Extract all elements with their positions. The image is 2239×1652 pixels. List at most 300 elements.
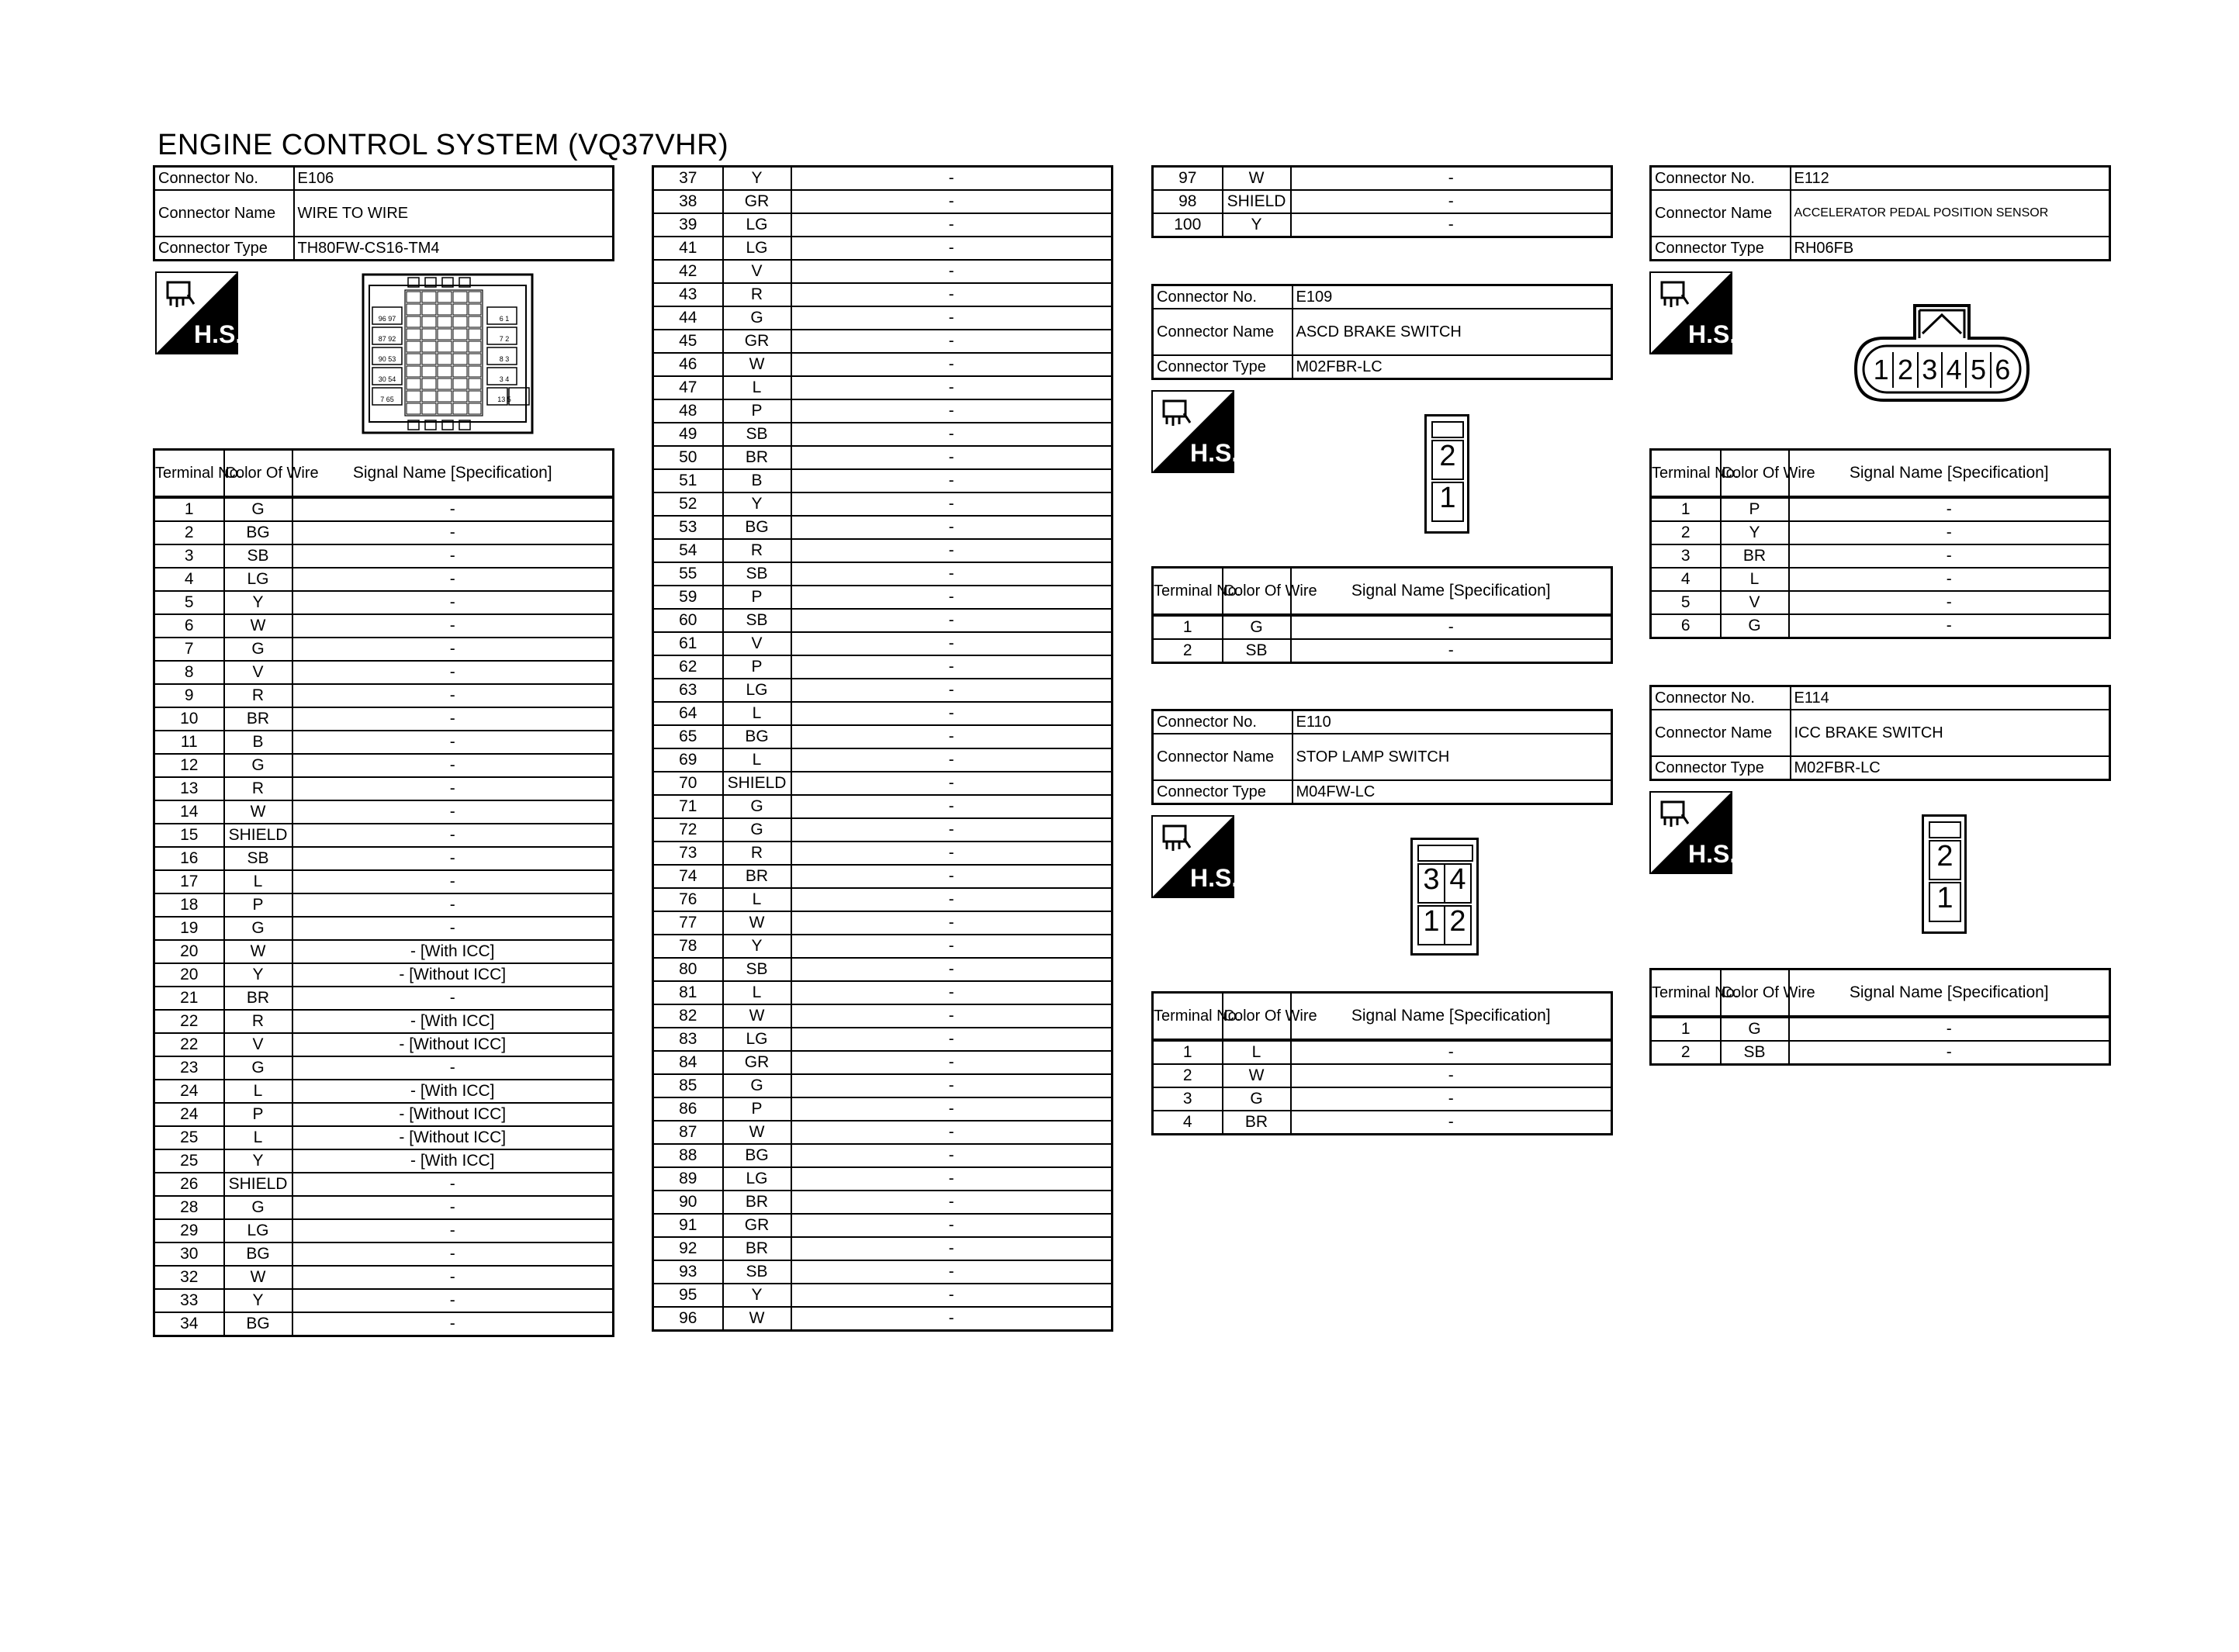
table-row [653, 167, 1113, 191]
signal-name-cell: - [791, 865, 1113, 888]
connector-face-e106 [362, 273, 534, 434]
wire-color-cell: BG [224, 521, 292, 544]
wire-color-cell: BG [224, 1242, 292, 1266]
connector-no-label: Connector No. [1651, 167, 1791, 191]
table-row [154, 614, 614, 638]
table-row [154, 1196, 614, 1219]
connector-name-label: Connector Name [154, 190, 294, 237]
wire-color-cell: Y [723, 167, 791, 191]
signal-name-cell: - [791, 679, 1113, 702]
wire-color-cell: Y [224, 963, 292, 987]
table-row [653, 399, 1113, 423]
signal-name-cell: - [292, 1242, 614, 1266]
terminal-no-cell: 2 [1651, 1041, 1721, 1065]
harness-side-icon [1151, 815, 1239, 898]
connector-face-e110 [1410, 838, 1479, 956]
connector-name-value: WIRE TO WIRE [294, 190, 614, 237]
table-row [653, 190, 1113, 213]
terminal-no-cell: 71 [653, 795, 723, 818]
table-row [1651, 521, 2110, 544]
wire-color-cell: SHIELD [723, 772, 791, 795]
table-row [154, 568, 614, 591]
table-row [653, 632, 1113, 655]
signal-name-cell: - [791, 935, 1113, 958]
terminal-no-cell: 95 [653, 1284, 723, 1307]
terminal-no-cell: 97 [1153, 167, 1223, 191]
terminal-no-cell: 53 [653, 516, 723, 539]
table-row [154, 1033, 614, 1056]
table-row [154, 591, 614, 614]
terminal-no-cell: 24 [154, 1080, 224, 1103]
signal-name-cell: - [791, 1214, 1113, 1237]
table-row [653, 1097, 1113, 1121]
wire-color-cell: W [723, 1121, 791, 1144]
terminal-no-cell: 46 [653, 353, 723, 376]
table-row [653, 679, 1113, 702]
signal-name-cell: - [1291, 1111, 1612, 1135]
harness-side-icon [155, 271, 243, 354]
signal-name-cell: - [791, 469, 1113, 492]
signal-name-cell: - [791, 748, 1113, 772]
svg-text:H.S.: H.S. [1688, 320, 1737, 348]
connector-name-value: STOP LAMP SWITCH [1293, 734, 1612, 780]
signal-name-cell: - [791, 1121, 1113, 1144]
signal-name-cell: - [791, 446, 1113, 469]
table-row [653, 842, 1113, 865]
wire-color-cell: SHIELD [224, 1173, 292, 1196]
signal-name-cell: - [292, 544, 614, 568]
table-row [653, 1237, 1113, 1260]
terminal-no-cell: 80 [653, 958, 723, 981]
table-row [154, 1056, 614, 1080]
pin-4: 4 [1943, 352, 1967, 388]
wire-color-cell: W [723, 1307, 791, 1331]
wire-color-cell: Y [723, 492, 791, 516]
wire-color-cell: L [224, 870, 292, 893]
table-row [1153, 1040, 1612, 1064]
wire-color-cell: G [224, 638, 292, 661]
terminal-no-cell: 62 [653, 655, 723, 679]
color-of-wire-header: Color Of Wire [224, 450, 292, 498]
wire-color-cell: BG [723, 516, 791, 539]
signal-name-cell: - [791, 516, 1113, 539]
terminal-no-cell: 18 [154, 893, 224, 917]
wire-color-cell: BR [723, 865, 791, 888]
table-row [154, 1173, 614, 1196]
connector-no-value: E110 [1293, 710, 1612, 734]
signal-name-cell: - [With ICC] [292, 1080, 614, 1103]
wire-color-cell: SHIELD [1223, 190, 1291, 213]
table-row [154, 544, 614, 568]
signal-name-cell: - [1291, 615, 1612, 639]
terminal-no-cell: 39 [653, 213, 723, 237]
table-row [653, 260, 1113, 283]
signal-name-cell: - [791, 423, 1113, 446]
table-row [154, 661, 614, 684]
wire-color-cell: W [224, 940, 292, 963]
terminal-no-cell: 6 [1651, 614, 1721, 638]
table-row [154, 870, 614, 893]
connector-name-label: Connector Name [1153, 734, 1293, 780]
table-row [1153, 190, 1612, 213]
signal-name-cell: - [791, 492, 1113, 516]
terminal-no-cell: 78 [653, 935, 723, 958]
table-row [154, 847, 614, 870]
terminal-no-cell: 54 [653, 539, 723, 562]
wire-color-cell: LG [723, 1028, 791, 1051]
terminal-no-cell: 4 [1651, 568, 1721, 591]
terminal-table-e106-a [153, 448, 614, 1337]
signal-name-cell: - [Without ICC] [292, 1126, 614, 1149]
signal-name-cell: - [791, 1028, 1113, 1051]
wire-color-cell: G [224, 917, 292, 940]
signal-name-cell: - [791, 306, 1113, 330]
connector-name-value: ICC BRAKE SWITCH [1791, 710, 2110, 756]
terminal-no-cell: 1 [1651, 1017, 1721, 1041]
signal-name-cell: - [1291, 190, 1612, 213]
signal-name-cell: - [791, 1144, 1113, 1167]
table-row [1651, 614, 2110, 638]
connector-type-value: RH06FB [1791, 237, 2110, 261]
terminal-no-cell: 83 [653, 1028, 723, 1051]
terminal-no-cell: 3 [1153, 1087, 1223, 1111]
table-row [154, 963, 614, 987]
pin-row [1870, 352, 2014, 388]
terminal-no-header: Terminal No. [1651, 969, 1721, 1018]
wire-color-cell: LG [723, 213, 791, 237]
table-row [653, 492, 1113, 516]
signal-name-header: Signal Name [Specification] [1789, 450, 2110, 498]
harness-side-icon [1649, 271, 1737, 354]
signal-name-header: Signal Name [Specification] [1291, 993, 1612, 1041]
signal-name-cell: - [791, 702, 1113, 725]
table-row [653, 376, 1113, 399]
wire-color-cell: SB [224, 847, 292, 870]
terminal-no-header: Terminal No. [1153, 993, 1223, 1041]
face-left-labels: 96 97 87 92 90 53 30 54 7 65 [378, 315, 396, 403]
terminal-no-cell: 8 [154, 661, 224, 684]
table-row [1651, 1041, 2110, 1065]
wire-color-cell: SB [723, 609, 791, 632]
terminal-no-cell: 2 [1651, 521, 1721, 544]
wire-color-cell: LG [723, 237, 791, 260]
signal-name-cell: - [292, 754, 614, 777]
table-row [154, 1126, 614, 1149]
terminal-no-cell: 55 [653, 562, 723, 586]
terminal-no-cell: 7 [154, 638, 224, 661]
signal-name-cell: - [With ICC] [292, 1149, 614, 1173]
terminal-no-cell: 1 [1153, 1040, 1223, 1064]
wire-color-cell: P [723, 655, 791, 679]
connector-no-value: E114 [1791, 686, 2110, 710]
table-row [1153, 615, 1612, 639]
table-row [154, 1149, 614, 1173]
wire-color-cell: BR [723, 1191, 791, 1214]
terminal-no-cell: 3 [154, 544, 224, 568]
table-row [653, 423, 1113, 446]
wire-color-cell: G [723, 1074, 791, 1097]
harness-side-icon [1151, 390, 1239, 473]
wire-color-cell: W [224, 1266, 292, 1289]
terminal-no-cell: 43 [653, 283, 723, 306]
wire-color-cell: BG [723, 1144, 791, 1167]
connector-no-value: E112 [1791, 167, 2110, 191]
wire-color-cell: P [723, 399, 791, 423]
svg-text:H.S.: H.S. [194, 320, 243, 348]
connector-name-label: Connector Name [1153, 309, 1293, 355]
signal-name-cell: - [292, 1173, 614, 1196]
table-row [653, 446, 1113, 469]
table-row [653, 772, 1113, 795]
wire-color-cell: Y [224, 1149, 292, 1173]
table-row [1153, 1111, 1612, 1135]
signal-name-cell: - [292, 1289, 614, 1312]
wire-color-cell: R [723, 283, 791, 306]
wire-color-cell: SB [723, 562, 791, 586]
terminal-no-cell: 10 [154, 707, 224, 731]
terminal-no-cell: 89 [653, 1167, 723, 1191]
connector-name-value: ASCD BRAKE SWITCH [1293, 309, 1612, 355]
signal-name-cell: - [1789, 521, 2110, 544]
wire-color-cell: W [723, 1004, 791, 1028]
signal-name-cell: - [1789, 568, 2110, 591]
table-row [154, 497, 614, 521]
signal-name-cell: - [791, 260, 1113, 283]
table-row [653, 213, 1113, 237]
terminal-no-cell: 19 [154, 917, 224, 940]
terminal-no-cell: 48 [653, 399, 723, 423]
terminal-no-cell: 33 [154, 1289, 224, 1312]
wire-color-cell: G [723, 818, 791, 842]
terminal-no-cell: 5 [154, 591, 224, 614]
wire-color-cell: W [1223, 1064, 1291, 1087]
wire-color-cell: W [224, 800, 292, 824]
terminal-no-cell: 25 [154, 1126, 224, 1149]
wire-color-cell: G [723, 306, 791, 330]
signal-name-cell: - [1291, 213, 1612, 237]
terminal-no-cell: 32 [154, 1266, 224, 1289]
signal-name-cell: - [791, 1167, 1113, 1191]
signal-name-cell: - [791, 772, 1113, 795]
signal-name-cell: - [1291, 1087, 1612, 1111]
signal-name-cell: - [791, 1097, 1113, 1121]
connector-type-label: Connector Type [1651, 756, 1791, 780]
signal-name-cell: - [292, 824, 614, 847]
table-row [653, 1144, 1113, 1167]
table-row [653, 609, 1113, 632]
wire-color-cell: R [723, 842, 791, 865]
table-row [154, 684, 614, 707]
wire-color-cell: L [723, 376, 791, 399]
table-row [653, 935, 1113, 958]
wire-color-cell: SB [723, 958, 791, 981]
pin-2: 2 [1894, 352, 1918, 388]
signal-name-cell: - [292, 870, 614, 893]
terminal-no-cell: 11 [154, 731, 224, 754]
wire-color-cell: W [723, 353, 791, 376]
wire-color-cell: SB [1721, 1041, 1789, 1065]
signal-name-cell: - [1291, 639, 1612, 663]
terminal-no-cell: 82 [653, 1004, 723, 1028]
connector-info-e112 [1649, 165, 2111, 261]
table-row [653, 539, 1113, 562]
signal-name-cell: - [791, 888, 1113, 911]
pin-4: 4 [1444, 863, 1472, 904]
table-row [653, 958, 1113, 981]
terminal-no-cell: 100 [1153, 213, 1223, 237]
terminal-no-cell: 93 [653, 1260, 723, 1284]
signal-name-cell: - [292, 1219, 614, 1242]
face-right-labels: 6 1 7 2 8 3 3 4 13 5 [497, 315, 511, 403]
terminal-no-cell: 98 [1153, 190, 1223, 213]
connector-no-label: Connector No. [154, 167, 294, 191]
signal-name-cell: - [292, 731, 614, 754]
signal-name-cell: - [1789, 591, 2110, 614]
terminal-no-cell: 20 [154, 963, 224, 987]
terminal-no-cell: 22 [154, 1010, 224, 1033]
pin-6: 6 [1995, 354, 2011, 385]
signal-name-cell: - [791, 725, 1113, 748]
table-row [653, 888, 1113, 911]
table-row [653, 818, 1113, 842]
wire-color-cell: W [224, 614, 292, 638]
terminal-no-cell: 2 [154, 521, 224, 544]
terminal-no-cell: 3 [1651, 544, 1721, 568]
terminal-no-cell: 1 [1651, 497, 1721, 521]
table-row [154, 1289, 614, 1312]
wire-color-cell: Y [224, 591, 292, 614]
table-row [154, 521, 614, 544]
terminal-no-cell: 88 [653, 1144, 723, 1167]
table-row [653, 911, 1113, 935]
wire-color-cell: Y [1223, 213, 1291, 237]
wire-color-cell: G [224, 1196, 292, 1219]
table-row [154, 917, 614, 940]
terminal-no-cell: 52 [653, 492, 723, 516]
signal-name-cell: - [791, 586, 1113, 609]
wire-color-cell: L [723, 748, 791, 772]
terminal-no-cell: 65 [653, 725, 723, 748]
signal-name-cell: - [292, 800, 614, 824]
color-of-wire-header: Color Of Wire [1721, 450, 1789, 498]
wire-color-cell: R [723, 539, 791, 562]
wire-color-cell: Y [723, 1284, 791, 1307]
wire-color-cell: GR [723, 1051, 791, 1074]
signal-name-cell: - [791, 842, 1113, 865]
terminal-no-cell: 30 [154, 1242, 224, 1266]
terminal-no-cell: 59 [653, 586, 723, 609]
wire-color-cell: P [1721, 497, 1789, 521]
table-row [653, 306, 1113, 330]
table-row [653, 330, 1113, 353]
terminal-no-cell: 81 [653, 981, 723, 1004]
wire-color-cell: P [723, 1097, 791, 1121]
connector-no-value: E106 [294, 167, 614, 191]
terminal-no-cell: 41 [653, 237, 723, 260]
signal-name-cell: - [292, 521, 614, 544]
signal-name-cell: - [1291, 1064, 1612, 1087]
terminal-no-cell: 72 [653, 818, 723, 842]
signal-name-cell: - [791, 655, 1113, 679]
table-row [154, 893, 614, 917]
wire-color-cell: P [723, 586, 791, 609]
wire-color-cell: SB [723, 423, 791, 446]
connector-type-value: TH80FW-CS16-TM4 [294, 237, 614, 261]
wire-color-cell: SB [1223, 639, 1291, 663]
table-row [653, 1051, 1113, 1074]
signal-name-header: Signal Name [Specification] [292, 450, 614, 498]
wire-color-cell: G [1223, 1087, 1291, 1111]
connector-info-e106 [153, 165, 614, 261]
connector-face-e114 [1922, 814, 1967, 934]
signal-name-cell: - [1789, 544, 2110, 568]
wire-color-cell: V [224, 661, 292, 684]
connector-type-value: M02FBR-LC [1293, 355, 1612, 379]
signal-name-cell: - [791, 818, 1113, 842]
terminal-no-cell: 1 [154, 497, 224, 521]
terminal-no-cell: 4 [154, 568, 224, 591]
terminal-no-cell: 34 [154, 1312, 224, 1336]
wire-color-cell: BR [1721, 544, 1789, 568]
connector-type-label: Connector Type [1651, 237, 1791, 261]
connector-type-value: M02FBR-LC [1791, 756, 2110, 780]
pin-1: 1 [1417, 905, 1445, 945]
terminal-no-cell: 64 [653, 702, 723, 725]
terminal-no-cell: 61 [653, 632, 723, 655]
terminal-no-cell: 84 [653, 1051, 723, 1074]
table-row [154, 824, 614, 847]
signal-name-cell: - [791, 609, 1113, 632]
terminal-no-cell: 22 [154, 1033, 224, 1056]
terminal-no-cell: 17 [154, 870, 224, 893]
svg-text:H.S.: H.S. [1688, 840, 1737, 868]
wire-color-cell: L [723, 702, 791, 725]
signal-name-cell: - [292, 847, 614, 870]
connector-no-label: Connector No. [1651, 686, 1791, 710]
table-row [154, 940, 614, 963]
signal-name-cell: - [791, 958, 1113, 981]
table-row [653, 1004, 1113, 1028]
wire-color-cell: R [224, 684, 292, 707]
connector-no-label: Connector No. [1153, 710, 1293, 734]
wire-color-cell: Y [224, 1289, 292, 1312]
terminal-no-cell: 87 [653, 1121, 723, 1144]
signal-name-cell: - [292, 591, 614, 614]
wire-color-cell: W [723, 911, 791, 935]
terminal-no-cell: 38 [653, 190, 723, 213]
terminal-table-e114 [1649, 968, 2111, 1066]
connector-info-e109 [1151, 284, 1613, 380]
signal-name-cell: - [292, 1196, 614, 1219]
signal-name-cell: - [With ICC] [292, 940, 614, 963]
terminal-no-cell: 90 [653, 1191, 723, 1214]
terminal-table-e112 [1649, 448, 2111, 639]
terminal-no-cell: 76 [653, 888, 723, 911]
wire-color-cell: SB [224, 544, 292, 568]
signal-name-cell: - [1789, 614, 2110, 638]
table-row [154, 1010, 614, 1033]
connector-name-label: Connector Name [1651, 190, 1791, 237]
table-row [154, 1080, 614, 1103]
table-row [653, 795, 1113, 818]
color-of-wire-header: Color Of Wire [1223, 568, 1291, 616]
table-row [154, 777, 614, 800]
signal-name-cell: - [791, 237, 1113, 260]
terminal-table-e106-b [652, 165, 1113, 1332]
terminal-no-cell: 74 [653, 865, 723, 888]
wire-color-cell: L [1721, 568, 1789, 591]
pin-3: 3 [1919, 352, 1943, 388]
